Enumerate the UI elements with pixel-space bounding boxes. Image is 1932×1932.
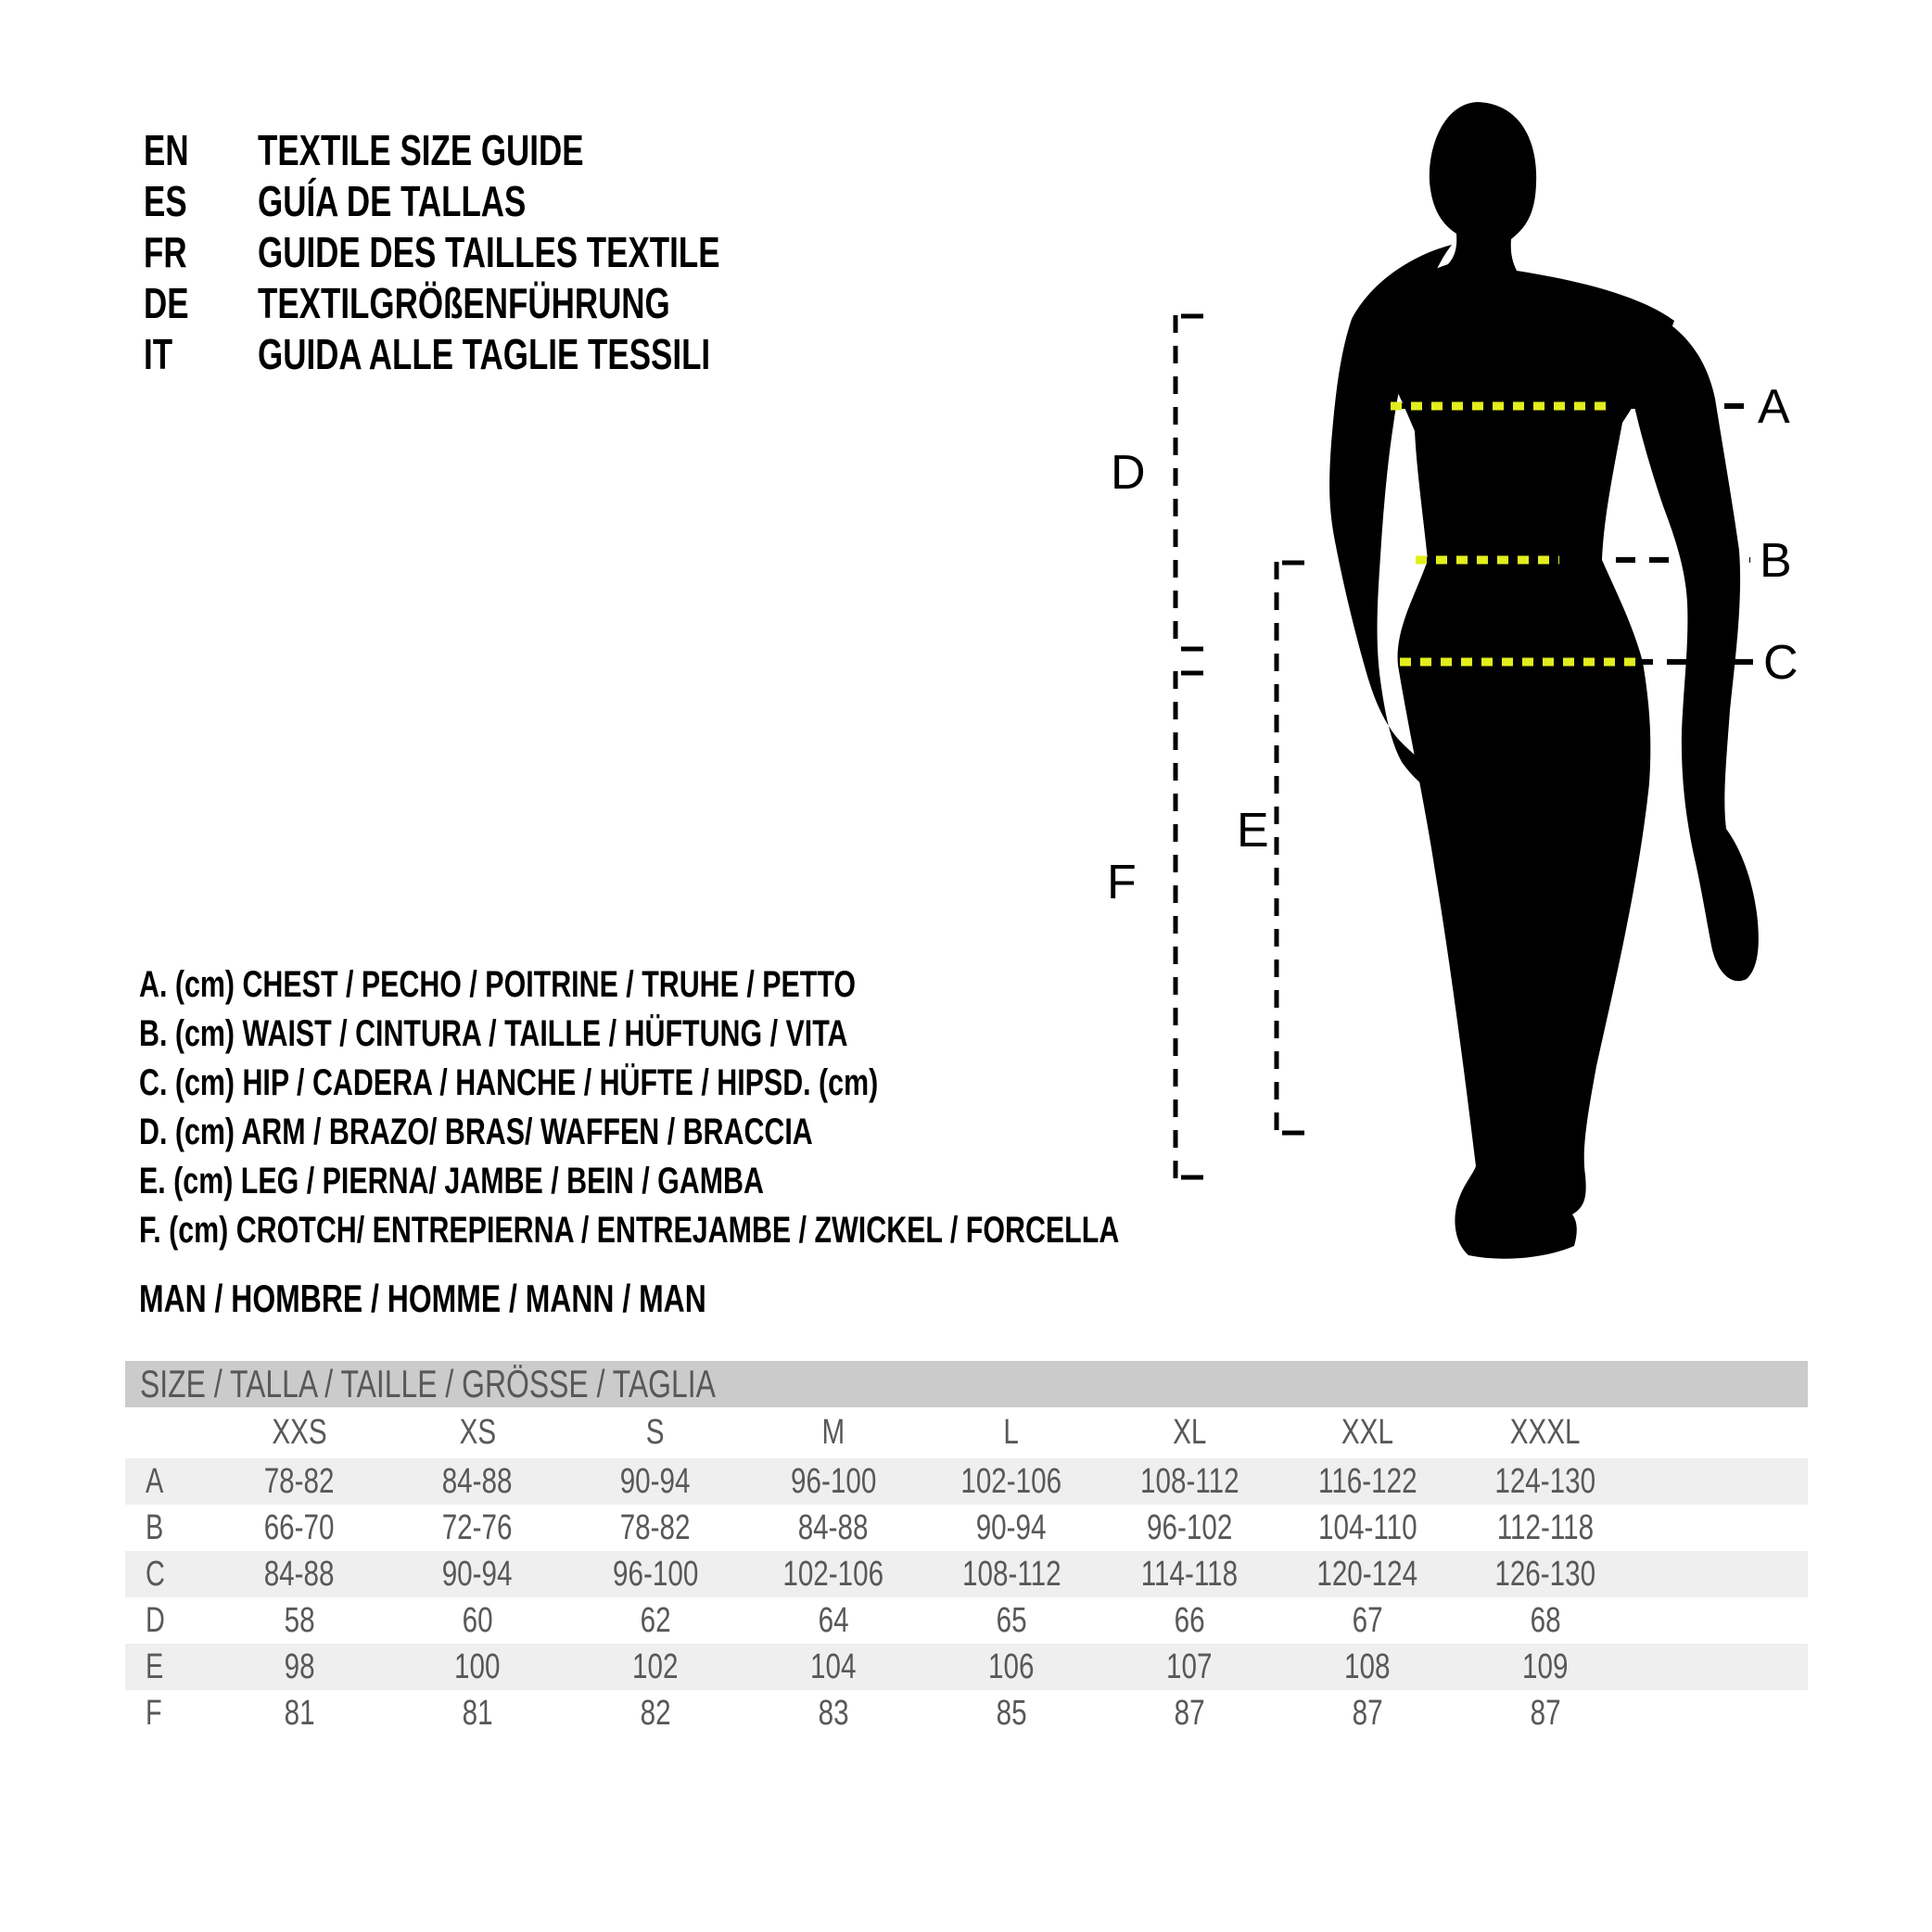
row-label: C: [146, 1554, 165, 1594]
size-cell: 102-106: [782, 1554, 884, 1594]
size-cell: 72-76: [442, 1507, 513, 1547]
size-column-header: M: [821, 1413, 845, 1452]
language-code: ES: [144, 176, 187, 225]
legend-line-leg: E. (cm) LEG / PIERNA/ JAMBE / BEIN / GAMBA: [139, 1161, 764, 1201]
size-cell: 107: [1166, 1646, 1213, 1686]
size-cell: 66: [1174, 1600, 1205, 1640]
size-cell: 102-106: [960, 1461, 1062, 1501]
category-title: MAN / HOMBRE / HOMME / MANN / MAN: [139, 1277, 706, 1320]
size-cell: 108-112: [1139, 1461, 1239, 1501]
size-cell: 66-70: [264, 1507, 335, 1547]
legend-line-waist: B. (cm) WAIST / CINTURA / TAILLE / HÜFTUNG / VITA: [139, 1013, 848, 1054]
language-title: TEXTILE SIZE GUIDE: [258, 125, 584, 174]
size-cell: 87: [1352, 1693, 1383, 1733]
size-table-header-row: [125, 1407, 1808, 1458]
table-row-waist: [125, 1505, 1808, 1551]
size-cell: 124-130: [1494, 1461, 1596, 1501]
legend-line-arm: D. (cm) ARM / BRAZO/ BRAS/ WAFFEN / BRACCIA: [139, 1112, 813, 1152]
size-cell: 108: [1344, 1646, 1391, 1686]
size-cell: 78-82: [264, 1461, 335, 1501]
measure-label-hip-c: C: [1763, 636, 1799, 690]
size-cell: 116-122: [1317, 1461, 1417, 1501]
size-cell: 96-102: [1146, 1507, 1233, 1547]
row-label: E: [146, 1646, 164, 1686]
size-cell: 81: [462, 1693, 493, 1733]
size-column-header: XL: [1172, 1413, 1207, 1452]
size-cell: 96-100: [612, 1554, 699, 1594]
size-column-header: XS: [459, 1413, 496, 1452]
size-cell: 120-124: [1316, 1554, 1418, 1594]
size-column-header: XXXL: [1510, 1413, 1581, 1452]
language-title: GUÍA DE TALLAS: [258, 176, 527, 225]
size-cell: 98: [284, 1646, 315, 1686]
size-cell: 85: [996, 1693, 1027, 1733]
table-row-leg: [125, 1644, 1808, 1690]
size-cell: 60: [462, 1600, 493, 1640]
size-cell: 102: [632, 1646, 679, 1686]
size-column-header: XXL: [1341, 1413, 1394, 1452]
size-column-header: L: [1003, 1413, 1020, 1452]
size-cell: 90-94: [442, 1554, 513, 1594]
language-title: GUIDE DES TAILLES TEXTILE: [258, 227, 720, 276]
table-row-crotch: [125, 1690, 1808, 1736]
size-cell: 62: [640, 1600, 671, 1640]
measure-label-arm-d: D: [1111, 446, 1146, 500]
size-cell: 58: [284, 1600, 315, 1640]
row-label: D: [146, 1600, 165, 1640]
size-cell: 90-94: [976, 1507, 1047, 1547]
row-label: B: [146, 1507, 164, 1547]
size-cell: 78-82: [620, 1507, 691, 1547]
size-cell: 104: [810, 1646, 857, 1686]
language-code: DE: [144, 278, 189, 327]
size-cell: 84-88: [798, 1507, 869, 1547]
row-label: A: [146, 1461, 164, 1501]
size-cell: 114-118: [1140, 1554, 1239, 1594]
size-cell: 64: [818, 1600, 849, 1640]
size-cell: 81: [284, 1693, 315, 1733]
measure-label-crotch-f: F: [1107, 856, 1137, 909]
size-cell: 108-112: [961, 1554, 1061, 1594]
size-cell: 109: [1522, 1646, 1569, 1686]
size-cell: 83: [818, 1693, 849, 1733]
table-row-chest: [125, 1458, 1808, 1505]
measure-label-waist-b: B: [1760, 534, 1792, 588]
size-table-title: SIZE / TALLA / TAILLE / GRÖSSE / TAGLIA: [140, 1362, 716, 1405]
size-column-header: XXS: [272, 1413, 327, 1452]
size-cell: 65: [996, 1600, 1027, 1640]
table-row-hip: [125, 1551, 1808, 1597]
language-title: TEXTILGRÖßENFÜHRUNG: [258, 278, 670, 327]
measurement-legend: [139, 960, 1429, 1255]
size-cell: 87: [1174, 1693, 1205, 1733]
size-cell: 68: [1530, 1600, 1561, 1640]
size-cell: 100: [454, 1646, 501, 1686]
row-label: F: [146, 1693, 162, 1733]
size-cell: 126-130: [1494, 1554, 1596, 1594]
language-code: IT: [144, 329, 173, 378]
size-cell: 84-88: [264, 1554, 335, 1594]
size-cell: 96-100: [790, 1461, 877, 1501]
measure-label-leg-e: E: [1237, 804, 1269, 858]
size-table-title-bar: [125, 1361, 1808, 1407]
size-cell: 67: [1352, 1600, 1383, 1640]
language-code: EN: [144, 125, 189, 174]
legend-line-crotch: F. (cm) CROTCH/ ENTREPIERNA / ENTREJAMBE / ZWICKEL / FORCELLA: [139, 1210, 1120, 1251]
size-cell: 87: [1530, 1693, 1561, 1733]
language-code: FR: [144, 227, 187, 276]
size-table: [125, 1361, 1808, 1736]
size-cell: 84-88: [442, 1461, 513, 1501]
language-title: GUIDA ALLE TAGLIE TESSILI: [258, 329, 711, 378]
size-cell: 90-94: [620, 1461, 691, 1501]
size-cell: 106: [988, 1646, 1035, 1686]
size-cell: 104-110: [1317, 1507, 1417, 1547]
legend-line-chest: A. (cm) CHEST / PECHO / POITRINE / TRUHE / PETTO: [139, 964, 857, 1005]
size-cell: 112-118: [1496, 1507, 1595, 1547]
size-column-header: S: [646, 1413, 665, 1452]
legend-line-hip: C. (cm) HIP / CADERA / HANCHE / HÜFTE / HIPSD. (cm): [139, 1062, 879, 1103]
measure-label-chest-a: A: [1758, 380, 1790, 434]
table-row-arm: [125, 1597, 1808, 1644]
size-cell: 82: [640, 1693, 671, 1733]
